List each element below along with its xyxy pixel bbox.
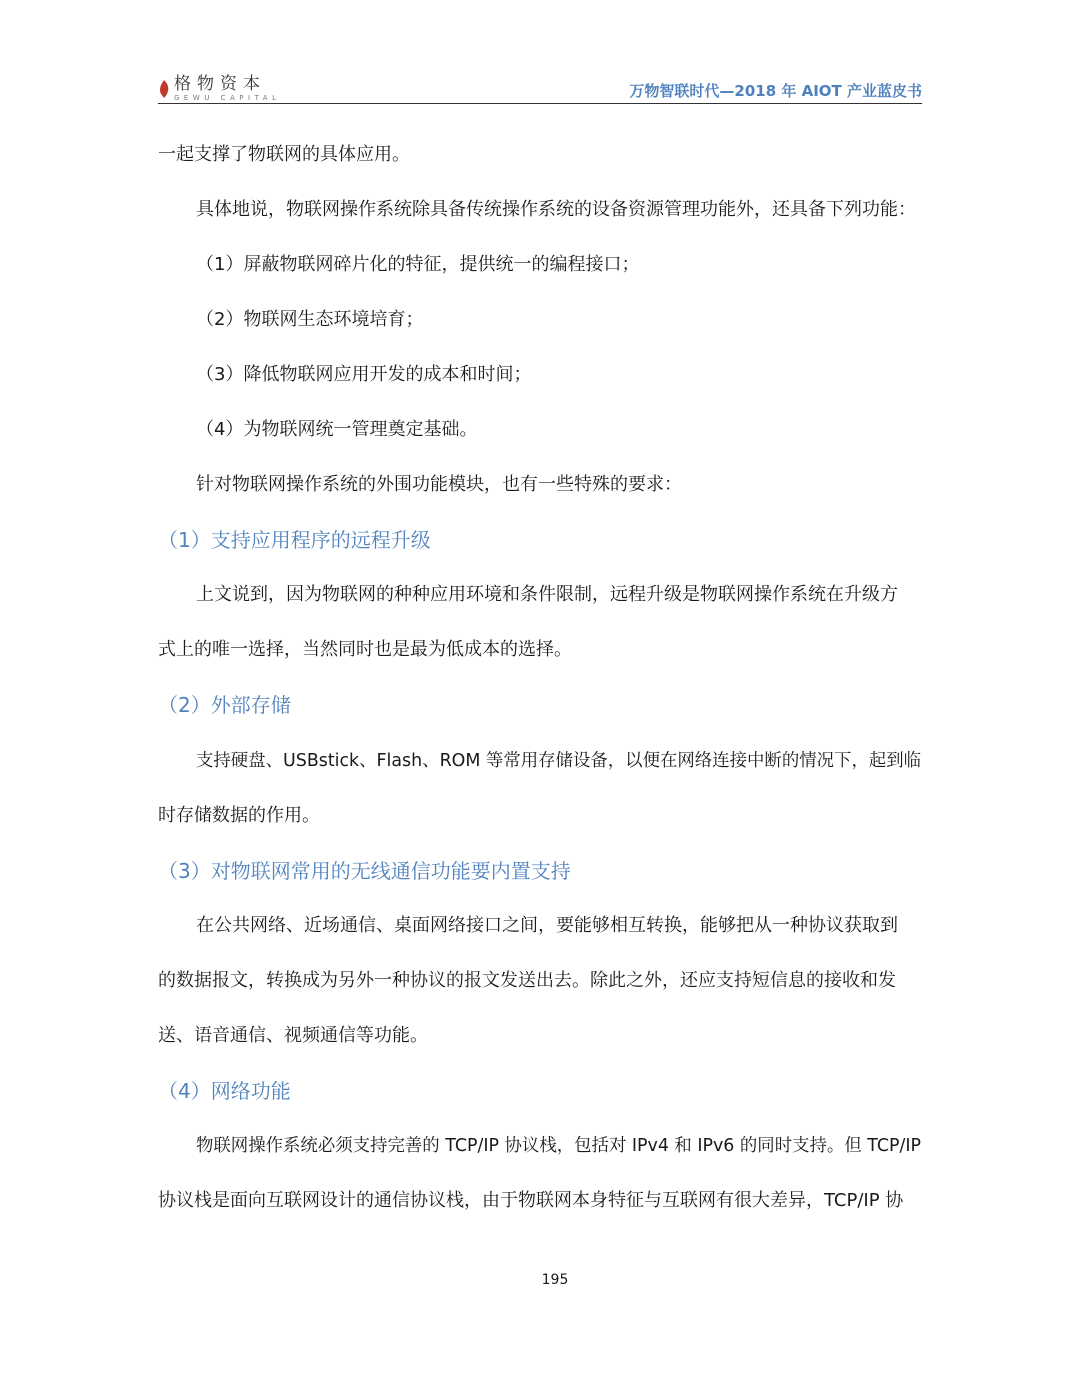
logo-seal-icon — [158, 79, 170, 99]
logo-name: 格物资本 — [174, 74, 266, 94]
peripheral-intro-paragraph: 针对物联网操作系统的外围功能模块，也有一些特殊的要求： — [196, 474, 682, 495]
page-number: 195 — [541, 1272, 569, 1288]
feature-item-4: （4）为物联网统一管理奠定基础。 — [196, 419, 478, 440]
section-heading-2: （2）外部存储 — [158, 693, 291, 717]
section-2-line-1: 支持硬盘、USBstick、Flash、ROM 等常用存储设备，以便在网络连接中断的情况下，起到临 — [196, 751, 922, 771]
section-1-line-2: 式上的唯一选择，当然同时也是最为低成本的选择。 — [158, 639, 572, 660]
header-divider — [158, 103, 922, 104]
section-4-line-1: 物联网操作系统必须支持完善的 TCP/IP 协议栈，包括对 IPv4 和 IPv6 的同时支持。但 TCP/IP — [196, 1136, 922, 1156]
feature-item-1: （1）屏蔽物联网碎片化的特征，提供统一的编程接口； — [196, 254, 640, 275]
feature-item-2: （2）物联网生态环境培育； — [196, 309, 424, 330]
section-3-line-3: 送、语音通信、视频通信等功能。 — [158, 1025, 428, 1046]
os-intro-paragraph: 具体地说，物联网操作系统除具备传统操作系统的设备资源管理功能外，还具备下列功能： — [196, 199, 916, 220]
page-header — [158, 74, 922, 104]
section-heading-4: （4）网络功能 — [158, 1079, 291, 1103]
section-heading-3: （3）对物联网常用的无线通信功能要内置支持 — [158, 859, 571, 883]
section-3-line-1: 在公共网络、近场通信、桌面网络接口之间，要能够相互转换，能够把从一种协议获取到 — [196, 915, 898, 936]
section-3-line-2: 的数据报文，转换成为另外一种协议的报文发送出去。除此之外，还应支持短信息的接收和发 — [158, 970, 896, 991]
section-2-line-2: 时存储数据的作用。 — [158, 805, 320, 826]
section-4-line-2: 协议栈是面向互联网设计的通信协议栈，由于物联网本身特征与互联网有很大差异，TCP/IP 协 — [158, 1190, 904, 1211]
logo — [158, 76, 281, 104]
document-title: 万物智联时代—2018 年 AIOT 产业蓝皮书 — [629, 82, 922, 100]
logo-subtitle: GEWU CAPITAL — [174, 94, 281, 102]
section-1-line-1: 上文说到，因为物联网的种种应用环境和条件限制，远程升级是物联网操作系统在升级方 — [196, 584, 898, 605]
paragraph-continuation: 一起支撑了物联网的具体应用。 — [158, 144, 410, 165]
feature-item-3: （3）降低物联网应用开发的成本和时间； — [196, 364, 532, 385]
section-heading-1: （1）支持应用程序的远程升级 — [158, 528, 431, 552]
